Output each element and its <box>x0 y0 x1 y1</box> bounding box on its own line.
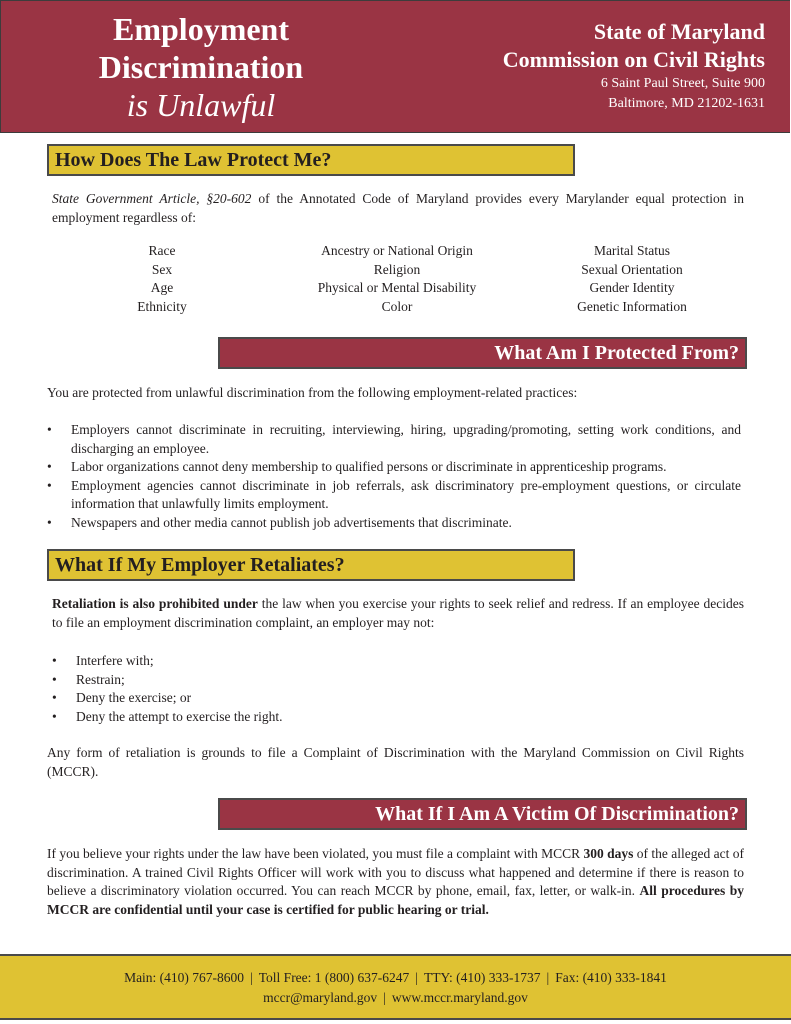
section-heading-retaliation: What If My Employer Retaliates? <box>47 549 575 581</box>
list-item: • Labor organizations cannot deny membership to qualified persons or discriminate in apprenticeship programs. <box>47 458 741 477</box>
separator: | <box>383 990 386 1005</box>
bullet-icon: • <box>47 514 52 530</box>
retaliation-bold-lead: Retaliation is also prohibited under <box>52 596 258 611</box>
category: Color <box>381 299 413 315</box>
category: Race <box>148 243 176 258</box>
category: Ancestry or National Origin <box>321 243 473 258</box>
title-line-2: Discrimination <box>98 49 304 85</box>
address-line-2: Baltimore, MD 21202-1631 <box>608 96 765 111</box>
title-line-1: Employment <box>113 11 289 47</box>
protected-from-intro: You are protected from unlawful discrimination from the following employment-related practices: <box>47 385 578 400</box>
bullet-icon: • <box>47 422 52 437</box>
separator: | <box>415 970 418 985</box>
tty-phone[interactable]: TTY: (410) 333-1737 <box>423 970 541 985</box>
bullet-icon: • <box>52 653 57 668</box>
org-name-line-2: Commission on Civil Rights <box>502 47 765 72</box>
law-intro-text: of the Annotated Code of Maryland provides every Marylander equal protection in employment regardless of: <box>52 191 744 225</box>
retaliation-list <box>52 652 742 726</box>
list-item: • Employment agencies cannot discriminate in job referrals, ask discriminatory pre-employment questions, or circulate information that unlawfully limits employment. <box>47 477 741 511</box>
header-banner <box>0 0 790 133</box>
law-intro-paragraph <box>52 190 744 227</box>
category: Sex <box>151 261 173 277</box>
confidentiality-note: All procedures by MCCR are confidential until your case is certified for public hearing or trial. <box>47 883 744 917</box>
section-heading-law-protect: How Does The Law Protect Me? <box>47 144 575 176</box>
main-phone[interactable]: Main: (410) 767-8600 <box>124 970 245 985</box>
list-item: • Interfere with; <box>52 652 742 671</box>
protected-categories-grid <box>52 242 742 317</box>
protected-practices-list <box>47 421 741 532</box>
toll-free-phone[interactable]: Toll Free: 1 (800) 637-6247 <box>258 970 410 985</box>
website-link[interactable]: www.mccr.maryland.gov <box>391 990 528 1005</box>
organization-block <box>503 18 765 114</box>
category: Gender Identity <box>589 280 675 296</box>
list-item: • Newspapers and other media cannot publish job advertisements that discriminate. <box>47 514 741 533</box>
category: Age <box>150 280 174 296</box>
document-title <box>61 10 341 124</box>
category: Marital Status <box>593 243 671 258</box>
category: Physical or Mental Disability <box>317 280 477 296</box>
fax-number: Fax: (410) 333-1841 <box>555 970 667 985</box>
email-link[interactable]: mccr@maryland.gov <box>263 990 378 1005</box>
separator: | <box>546 970 550 985</box>
phone-line <box>0 968 791 988</box>
separator: | <box>250 970 253 985</box>
section-heading-protected-from: What Am I Protected From? <box>218 337 747 369</box>
bullet-icon: • <box>52 690 57 705</box>
bullet-icon: • <box>52 671 57 687</box>
deadline-days: 300 days <box>583 846 634 861</box>
org-name-line-1: State of Maryland <box>593 19 765 44</box>
title-line-3: is Unlawful <box>126 87 276 123</box>
bullet-icon: • <box>47 459 52 474</box>
list-item: • Employers cannot discriminate in recruiting, interviewing, hiring, upgrading/promoting, setting work conditions, and discharging an employee. <box>47 422 741 456</box>
web-line <box>0 988 791 1008</box>
category: Genetic Information <box>577 299 687 315</box>
statute-reference: State Government Article, §20-602 <box>52 191 252 206</box>
victim-paragraph: If you believe your rights under the law have been violated, you must file a complaint with MCCR 300 days of the alleged act of discrimination. A trained Civil Rights Officer will work with you to discuss what happened and determine if there is reason to believe a discriminatory violation occurred. You can reach MCCR by phone, email, fax, letter, or walk-in. All procedures by MCCR are confidential until your case is certified for public hearing or trial. <box>47 846 744 917</box>
bullet-icon: • <box>52 708 57 724</box>
category: Ethnicity <box>137 299 187 315</box>
contact-footer <box>0 954 791 1020</box>
category: Religion <box>373 261 421 277</box>
category: Sexual Orientation <box>581 261 683 277</box>
section-heading-victim: What If I Am A Victim Of Discrimination? <box>218 798 747 830</box>
retaliation-closing: Any form of retaliation is grounds to file a Complaint of Discrimination with the Maryland Commission on Civil Rights (MCCR). <box>47 745 744 779</box>
bullet-icon: • <box>47 477 52 493</box>
retaliation-paragraph: Retaliation is also prohibited under the law when you exercise your rights to seek relief and redress. If an employee decides to file an employment discrimination complaint, an employer may not: <box>52 596 745 630</box>
list-item: • Deny the exercise; or <box>52 689 742 708</box>
list-item: • Deny the attempt to exercise the right. <box>52 708 742 727</box>
list-item: • Restrain; <box>52 671 742 690</box>
address-line-1: 6 Saint Paul Street, Suite 900 <box>600 76 765 91</box>
